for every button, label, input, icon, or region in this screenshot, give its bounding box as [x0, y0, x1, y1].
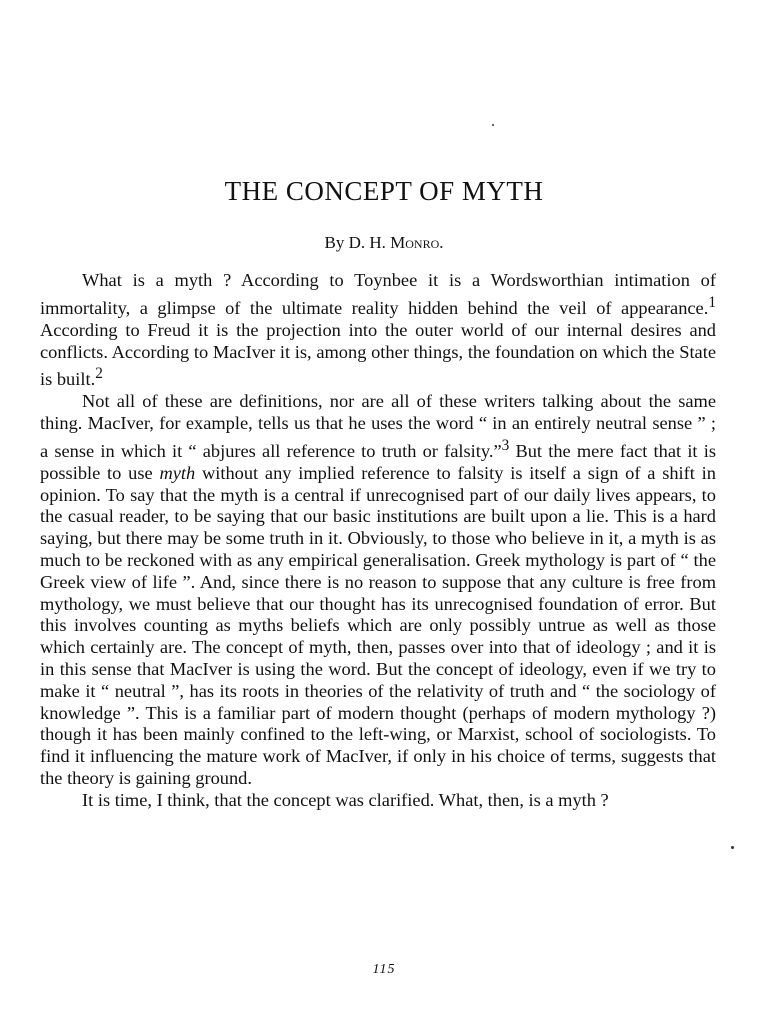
paragraph-1-text-b: According to Freud it is the projection into the outer world of our internal desires and conflicts. According to MacIver it is, among other things, the foundation on which the State is built.: [40, 319, 716, 390]
paragraph-1-text-a: What is a myth ? According to Toynbee it is a Wordsworthian intimation of immortality, a glimpse of the ultimate reality hidden behind the veil of appearance.: [40, 270, 716, 318]
article-body: [40, 270, 716, 812]
paragraph-2-text-b: But the mere fact that it is possible to use: [40, 440, 716, 483]
footnote-ref-2: 2: [95, 365, 103, 383]
paragraph-2-text-a: Not all of these are definitions, nor are all of these writers talking about the same thing. MacIver, for example, tells us that he uses the word “ in an entirely neutral sense ” ; a sense in which it “ abjures all reference to truth or falsity.”: [40, 391, 716, 461]
paragraph-1: [40, 270, 716, 391]
scan-speck: [731, 846, 734, 849]
paragraph-2: [40, 391, 716, 789]
footnote-ref-1: 1: [708, 293, 716, 311]
paragraph-2-text-c: without any implied reference to falsity is itself a sign of a shift in opinion. To say that the myth is a central if unrecognised part of our daily lives appears, to the casual reader, to be saying that our basic institutions are built upon a lie. This is a hard saying, but there may be some truth in it. Obviously, to those who believe in it, a myth is as much to be reckoned with as any empirical generalisation. Greek mythology is part of “ the Greek view of life ”. And, since there is no reason to suppose that any culture is free from mythology, we must believe that our thought has its unrecognised foundation of error. But this involves counting as myths beliefs which are only possibly untrue as well as those which certainly are. The concept of myth, then, passes over into that of ideology ; and it is in this sense that MacIver is using the word. But the concept of ideology, even if we try to make it “ neutral ”, has its roots in theories of the relativity of truth and “ the sociology of knowledge ”. This is a familiar part of modern thought (perhaps of modern mythology ?) though it has been mainly confined to the left-wing, or Marxist, school of sociologists. To find it influencing the mature work of MacIver, if only in his choice of terms, suggests that the theory is gaining ground.: [40, 462, 716, 788]
footnote-ref-3: 3: [501, 436, 510, 454]
paragraph-3: It is time, I think, that the concept was clarified. What, then, is a myth ?: [82, 789, 609, 810]
author-byline: [0, 233, 768, 253]
emphasis-myth: myth: [159, 462, 196, 483]
scan-speck: [492, 124, 494, 126]
article-title: THE CONCEPT OF MYTH: [224, 176, 544, 206]
byline-prefix: By D. H.: [324, 233, 391, 252]
author-name: Monro.: [390, 233, 444, 252]
page-number: 115: [372, 962, 396, 977]
